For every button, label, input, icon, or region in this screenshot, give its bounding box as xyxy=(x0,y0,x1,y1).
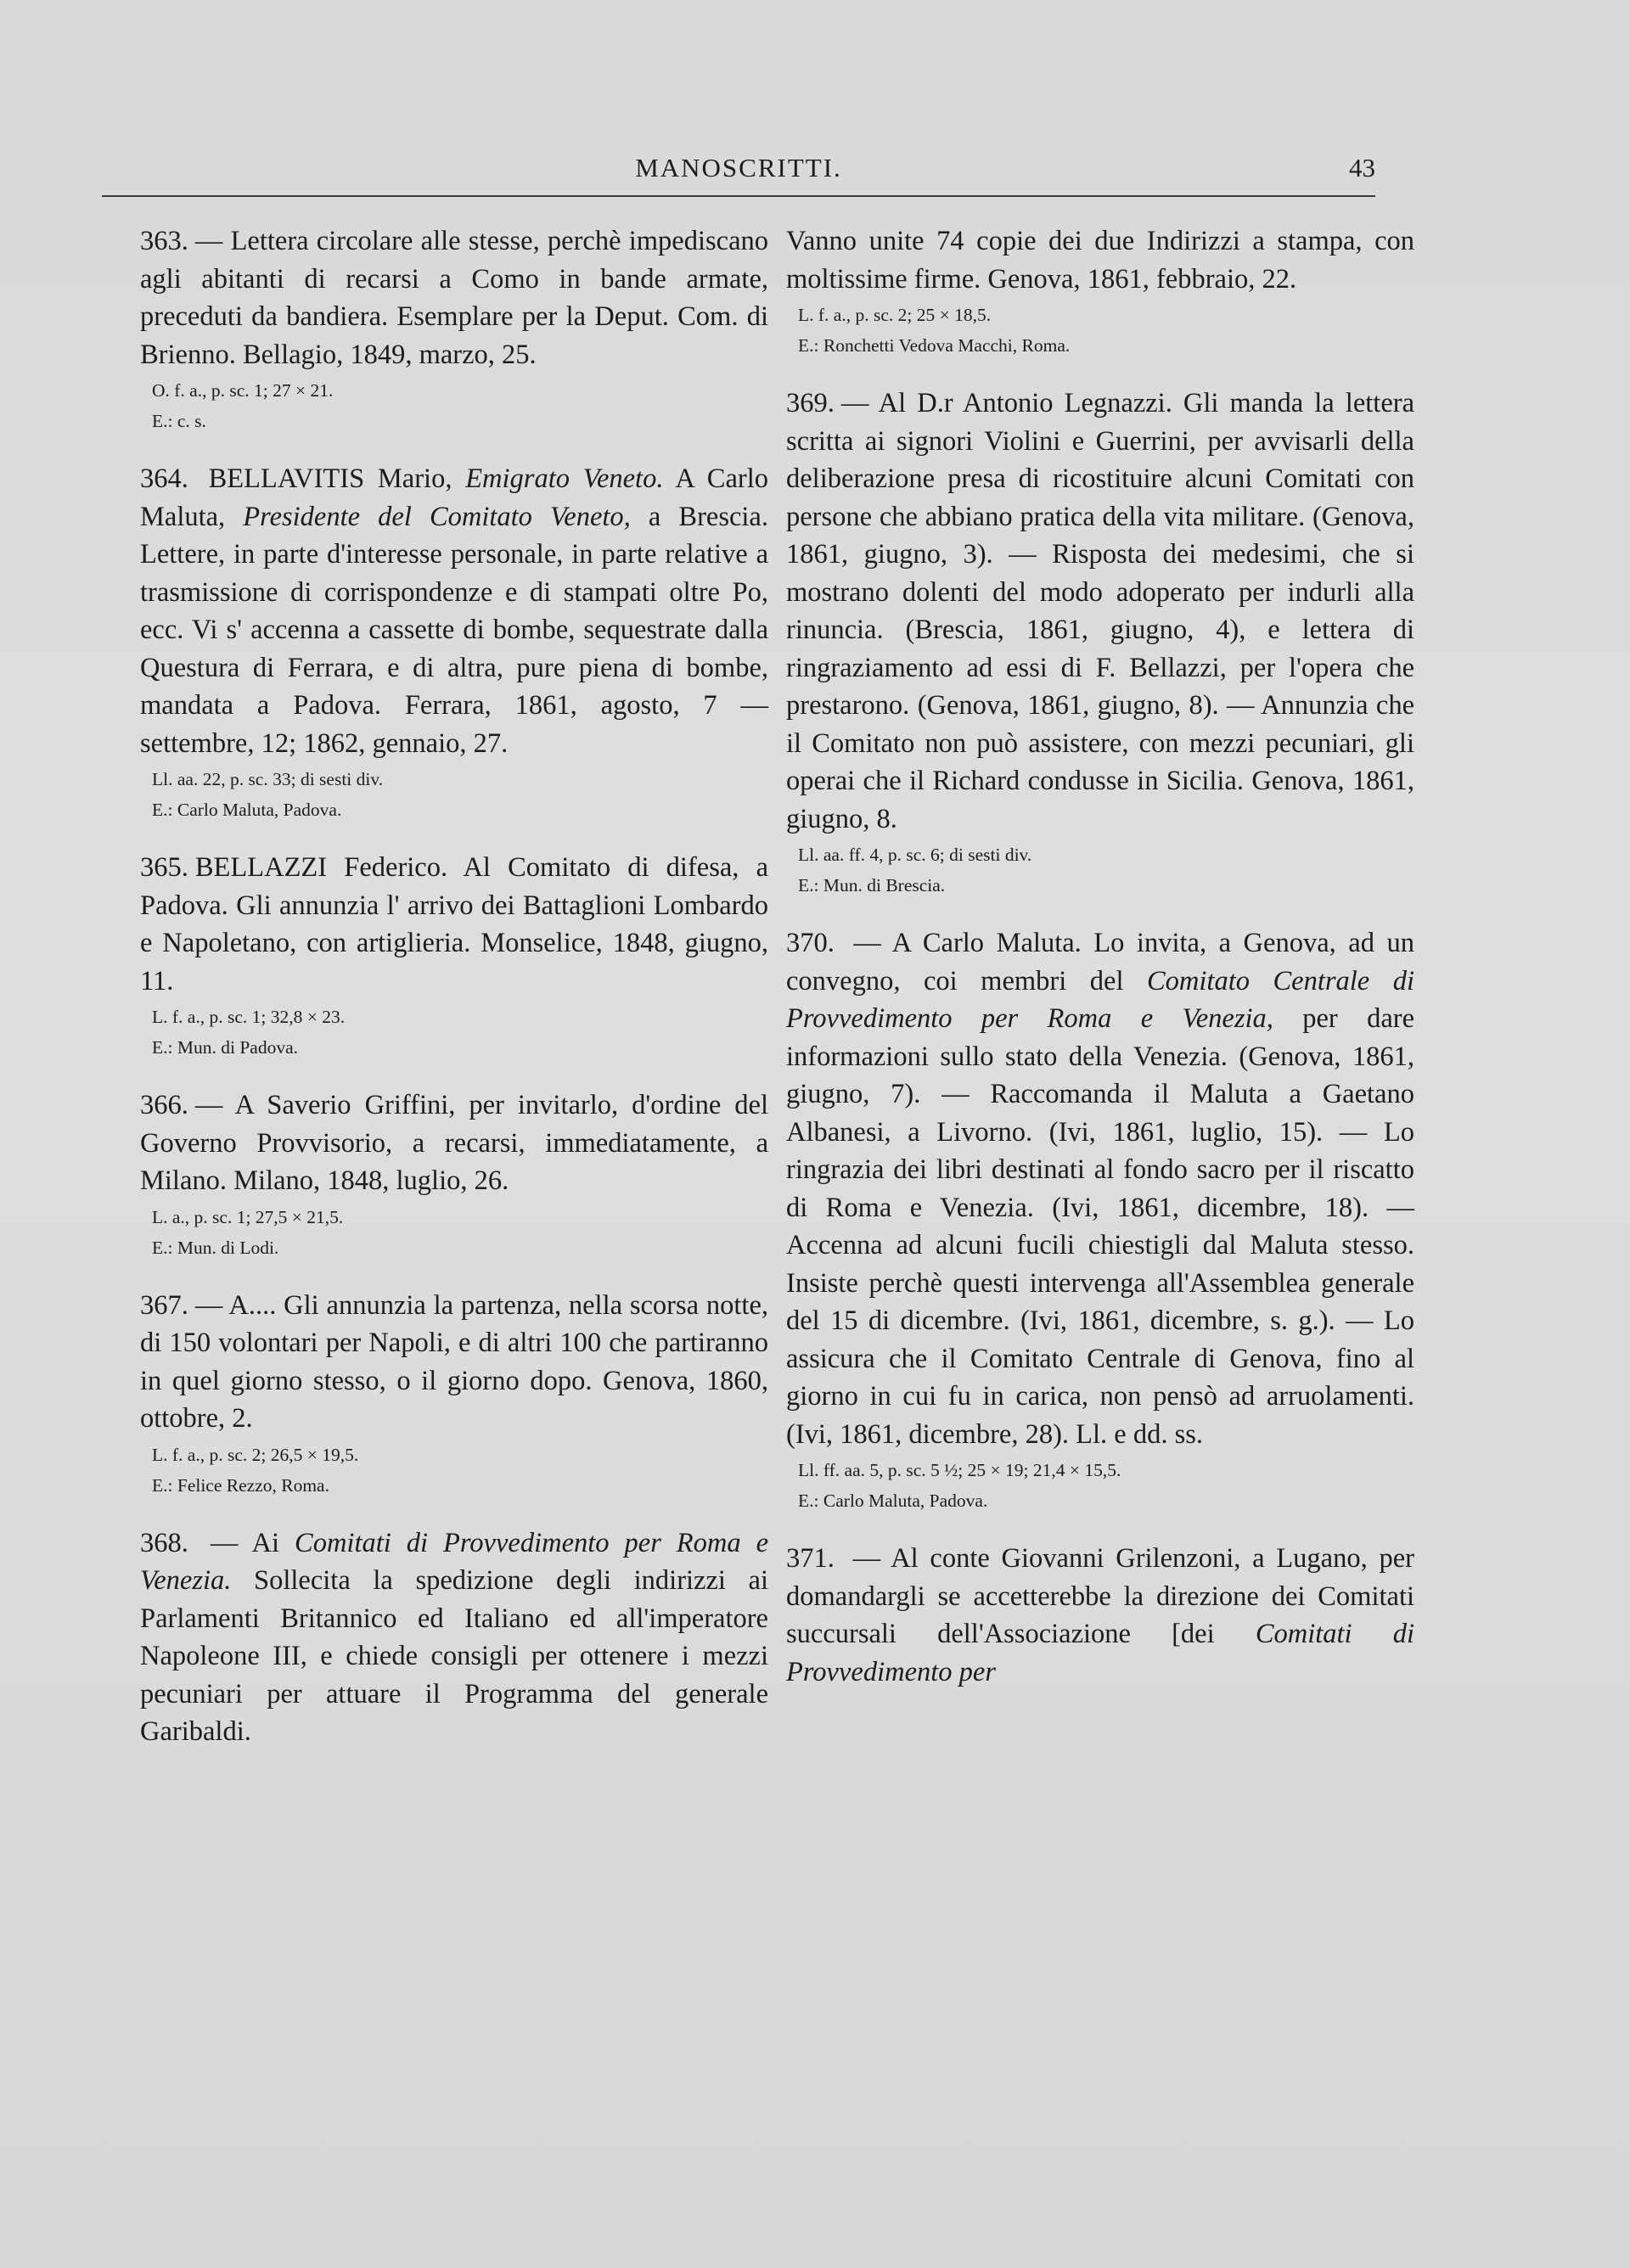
physical-description: O. f. a., p. sc. 1; 27 × 21. xyxy=(152,380,334,401)
entry-prefix: — A Carlo Maluta. Lo invita, a Genova, ad un convegno, coi membri del xyxy=(786,928,1414,996)
page-number: 43 xyxy=(1349,153,1375,182)
physical-description: L. a., p. sc. 1; 27,5 × 21,5. xyxy=(152,1206,344,1227)
entry-363 xyxy=(140,222,768,435)
entry-text: per dare informazioni sullo stato della Venezia. (Genova, 1861, giugno, 7). — Raccomanda il Maluta a Gaetano Albanesi, a Livorno. (Ivi, 1861, luglio, 15). — Lo ringrazia dei libri destinati al fondo sacro per il riscatto di Roma e Venezia. (Ivi, 1861, dicembre, 18). — Accenna ad alcuni fucili chiestigli dal Maluta stesso. Insiste perchè questi intervenga all'Assemblea generale del 15 di dicembre. (Ivi, 1861, dicembre, s. g.). — Lo assicura che il Comitato Centrale di Genova, fino al giorno in cui fu in carica, non pensò ad arruolamenti. (Ivi, 1861, dicembre, 28). Ll. e dd. ss. xyxy=(786,1003,1415,1450)
entry-text: — Lettera circolare alle stesse, perchè impediscano agli abitanti di recarsi a Como in bande armate, preceduti da bandiera. Esemplare per la Deput. Com. di Brienno. Bellagio, 1849, marzo, 25. xyxy=(140,226,768,370)
author-role: Emigrato Veneto. xyxy=(465,463,664,494)
committee-italic: Comitato Centrale di Provvedimento per Roma e Venezia, xyxy=(786,965,1415,1034)
owner-note: E.: c. s. xyxy=(152,411,206,431)
entry-number: 368. xyxy=(140,1527,188,1558)
physical-description: Ll. ff. aa. 5, p. sc. 5 ½; 25 × 19; 21,4 × 15,5. xyxy=(798,1460,1121,1480)
entry-text: — A.... Gli annunzia la partenza, nella scorsa notte, di 150 volontari per Napoli, e di altri 100 che partiranno in quel giorno stesso, o il giorno dopo. Genova, 1860, ottobre, 2. xyxy=(140,1289,768,1434)
entry-370 xyxy=(786,924,1414,1514)
entry-368 xyxy=(140,1524,768,1751)
entry-text: — A Saverio Griffini, per invitarlo, d'ordine del Governo Provvisorio, a recarsi, immediatamente, a Milano. Milano, 1848, luglio, 26. xyxy=(140,1090,768,1196)
entry-text: BELLAZZI Federico. Al Comitato di difesa, a Padova. Gli annunzia l' arrivo dei Battaglioni Lombardo e Napoletano, con artiglieria. Monselice, 1848, giugno, 11. xyxy=(140,852,768,996)
running-title: MANOSCRITTI. xyxy=(635,153,842,182)
physical-description: L. f. a., p. sc. 2; 26,5 × 19,5. xyxy=(152,1444,359,1465)
entry-365 xyxy=(140,849,768,1061)
physical-description: L. f. a., p. sc. 1; 32,8 × 23. xyxy=(152,1007,346,1027)
right-column xyxy=(786,222,1414,1716)
owner-note: E.: Mun. di Brescia. xyxy=(798,875,946,895)
physical-description: Ll. aa. ff. 4, p. sc. 6; di sesti div. xyxy=(798,845,1032,865)
author-name: BELLAVITIS Mario, xyxy=(208,463,452,494)
owner-note: E.: Carlo Maluta, Padova. xyxy=(798,1490,988,1511)
entry-number: 371. xyxy=(786,1543,835,1574)
page-header xyxy=(102,151,1375,197)
recipient: A Carlo Maluta, xyxy=(140,463,768,532)
entry-371 xyxy=(786,1540,1414,1691)
entry-number: 369. xyxy=(786,388,835,418)
owner-note: E.: Felice Rezzo, Roma. xyxy=(152,1474,329,1496)
owner-note: E.: Mun. di Padova. xyxy=(152,1037,298,1058)
owner-note: E.: Ronchetti Vedova Macchi, Roma. xyxy=(798,335,1071,356)
recipient-role: Presidente del Comitato Veneto, xyxy=(243,501,631,532)
entry-number: 365. xyxy=(140,852,188,883)
recipient-italic: Comitati di Provvedimento per Roma e Venezia. xyxy=(140,1527,769,1596)
entry-text: Sollecita la spedizione degli indirizzi ai Parlamenti Britannico ed Italiano ed all'imperatore Napoleone III, e chiede consigli per ottenere i mezzi pecuniari per attuare il Programma del generale Garibaldi. xyxy=(140,1565,769,1747)
entry-number: 364. xyxy=(140,463,188,494)
owner-note: E.: Carlo Maluta, Padova. xyxy=(152,800,342,820)
entry-text: — Al D.r Antonio Legnazzi. Gli manda la lettera scritta ai signori Violini e Guerrini, per avvisarli della deliberazione presa di ricostituire alcuni Comitati con persone che abbiano pratica della vita militare. (Genova, 1861, giugno, 3). — Risposta dei medesimi, che si mostrano dolenti del modo adoperato per indurli alla rinuncia. (Brescia, 1861, giugno, 4), e lettera di ringraziamento ad essi di F. Bellazzi, per l'opera che prestarono. (Genova, 1861, giugno, 8). — Annunzia che il Comitato non può assistere, con mezzi pecuniari, gli operai che il Richard condusse in Sicilia. Genova, 1861, giugno, 8. xyxy=(786,388,1414,834)
entry-text: a Brescia. Lettere, in parte d'interesse personale, in parte relative a trasmissione di corrispondenze e di stampati oltre Po, ecc. Vi s' accenna a cassette di bombe, sequestrate dalla Questura di Ferrara, e di altra, pure piena di bombe, mandata a Padova. Ferrara, 1861, agosto, 7 — settembre, 12; 1862, gennaio, 27. xyxy=(140,501,768,759)
entry-prefix: — Ai xyxy=(210,1527,280,1558)
entry-367 xyxy=(140,1287,768,1499)
committee-italic: Comitati di Provvedimento per xyxy=(786,1619,1415,1687)
entry-number: 370. xyxy=(786,928,835,958)
owner-note: E.: Mun. di Lodi. xyxy=(152,1237,279,1258)
physical-description: Ll. aa. 22, p. sc. 33; di sesti div. xyxy=(152,769,384,789)
entry-368-continuation xyxy=(786,222,1414,359)
entry-364 xyxy=(140,460,768,823)
entry-number: 363. xyxy=(140,226,188,256)
continuation-text: Vanno unite 74 copie dei due Indirizzi a stampa, con moltissime firme. Genova, 1861, febbraio, 22. xyxy=(786,226,1414,295)
entry-prefix: — Al conte Giovanni Grilenzoni, a Lugano, per domandargli se accetterebbe la direzione dei Comitati succursali dell'Associazione [dei xyxy=(786,1543,1415,1649)
entry-366 xyxy=(140,1086,768,1261)
entry-number: 367. xyxy=(140,1289,188,1321)
entry-number: 366. xyxy=(140,1090,188,1120)
left-column xyxy=(140,222,768,1777)
physical-description: L. f. a., p. sc. 2; 25 × 18,5. xyxy=(798,305,992,325)
entry-369 xyxy=(786,385,1414,899)
